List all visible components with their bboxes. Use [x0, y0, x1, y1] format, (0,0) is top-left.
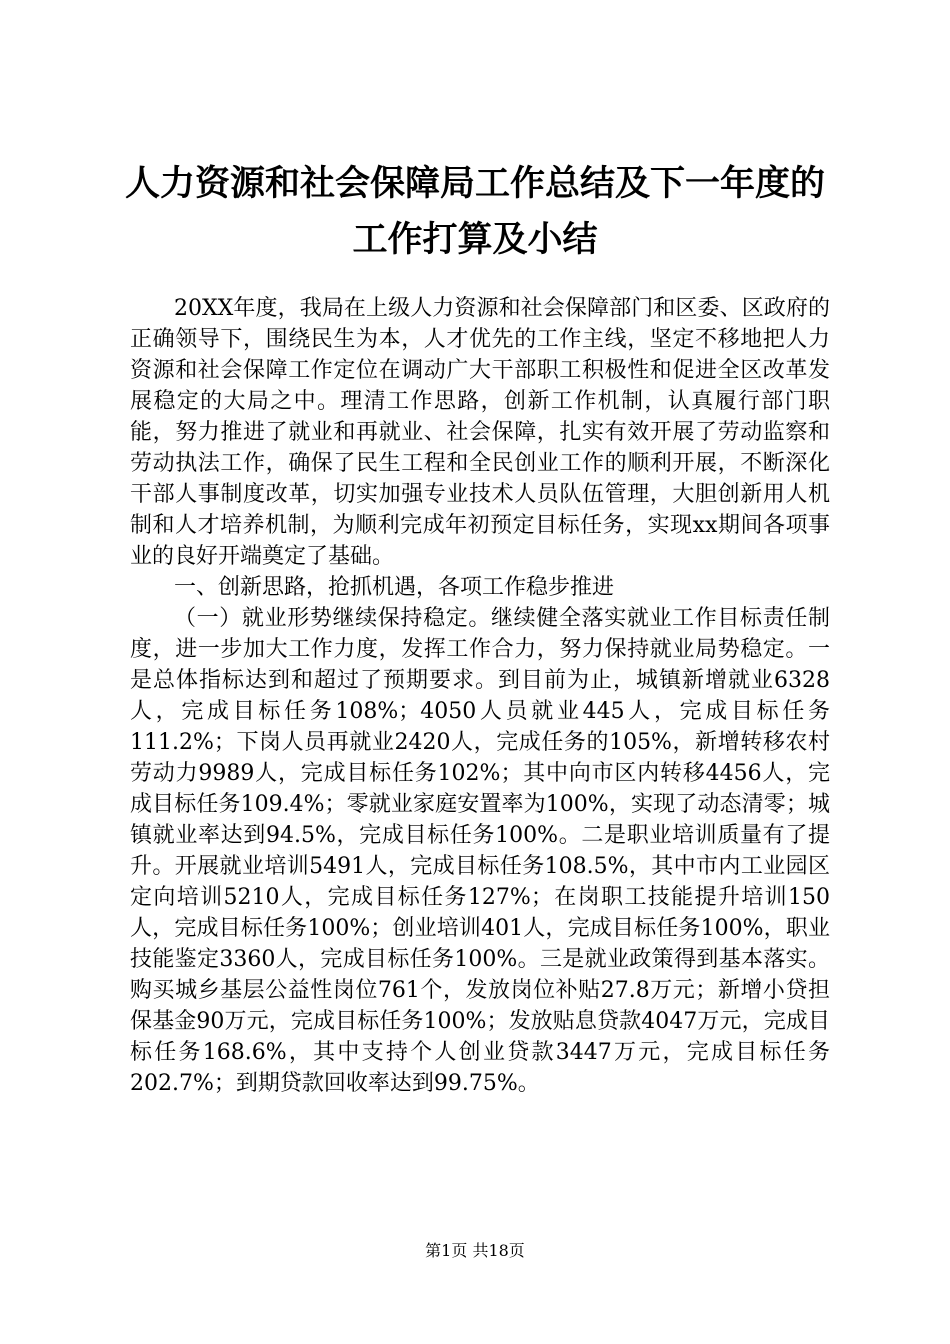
document-title-line-1: 人力资源和社会保障局工作总结及下一年度的	[124, 163, 825, 204]
document-title-line-2: 工作打算及小结	[352, 219, 598, 260]
section-1-paragraph: （一）就业形势继续保持稳定。继续健全落实就业工作目标责任制度，进一步加大工作力度，发挥工作合力，努力保持就业局势稳定。一是总体指标达到和超过了预期要求。到目前为止，城镇新增就业6328人，完成目标任务108%；4050人员就业445人，完成目标任务111.2%；下岗人员再就业2420人，完成任务的105%，新增转移农村劳动力9989人，完成目标任务102%；其中向市区内转移4456人，完成目标任务109.4%；零就业家庭安置率为100%，实现了动态清零；城镇就业率达到94.5%，完成目标任务100%。二是职业培训质量有了提升。开展就业培训5491人，完成目标任务108.5%，其中市内工业园区定向培训5210人，完成目标任务127%；在岗职工技能提升培训150人，完成目标任务100%；创业培训401人，完成目标任务100%，职业技能鉴定3360人，完成目标任务100%。三是就业政策得到基本落实。购买城乡基层公益性岗位761个，发放岗位补贴27.8万元；新增小贷担保基金90万元，完成目标任务100%；发放贴息贷款4047万元，完成目标任务168.6%，其中支持个人创业贷款3447万元，完成目标任务202.7%；到期贷款回收率达到99.75%。	[130, 606, 830, 1096]
section-heading-1: 一、创新思路，抢抓机遇，各项工作稳步推进	[174, 575, 615, 600]
document-body	[130, 293, 830, 1099]
intro-paragraph: 20XX年度，我局在上级人力资源和社会保障部门和区委、区政府的正确领导下，围绕民生为本，人才优先的工作主线，坚定不移地把人力资源和社会保障工作定位在调动广大干部职工积极性和促进全区改革发展稳定的大局之中。理清工作思路，创新工作机制，认真履行部门职能，努力推进了就业和再就业、社会保障，扎实有效开展了劳动监察和劳动执法工作，确保了民生工程和全民创业工作的顺利开展，不断深化干部人事制度改革，切实加强专业技术人员队伍管理，大胆创新用人机制和人才培养机制，为顺利完成年初预定目标任务，实现xx期间各项事业的良好开端奠定了基础。	[130, 296, 830, 569]
page-footer: 第1页 共18页	[425, 1241, 525, 1260]
